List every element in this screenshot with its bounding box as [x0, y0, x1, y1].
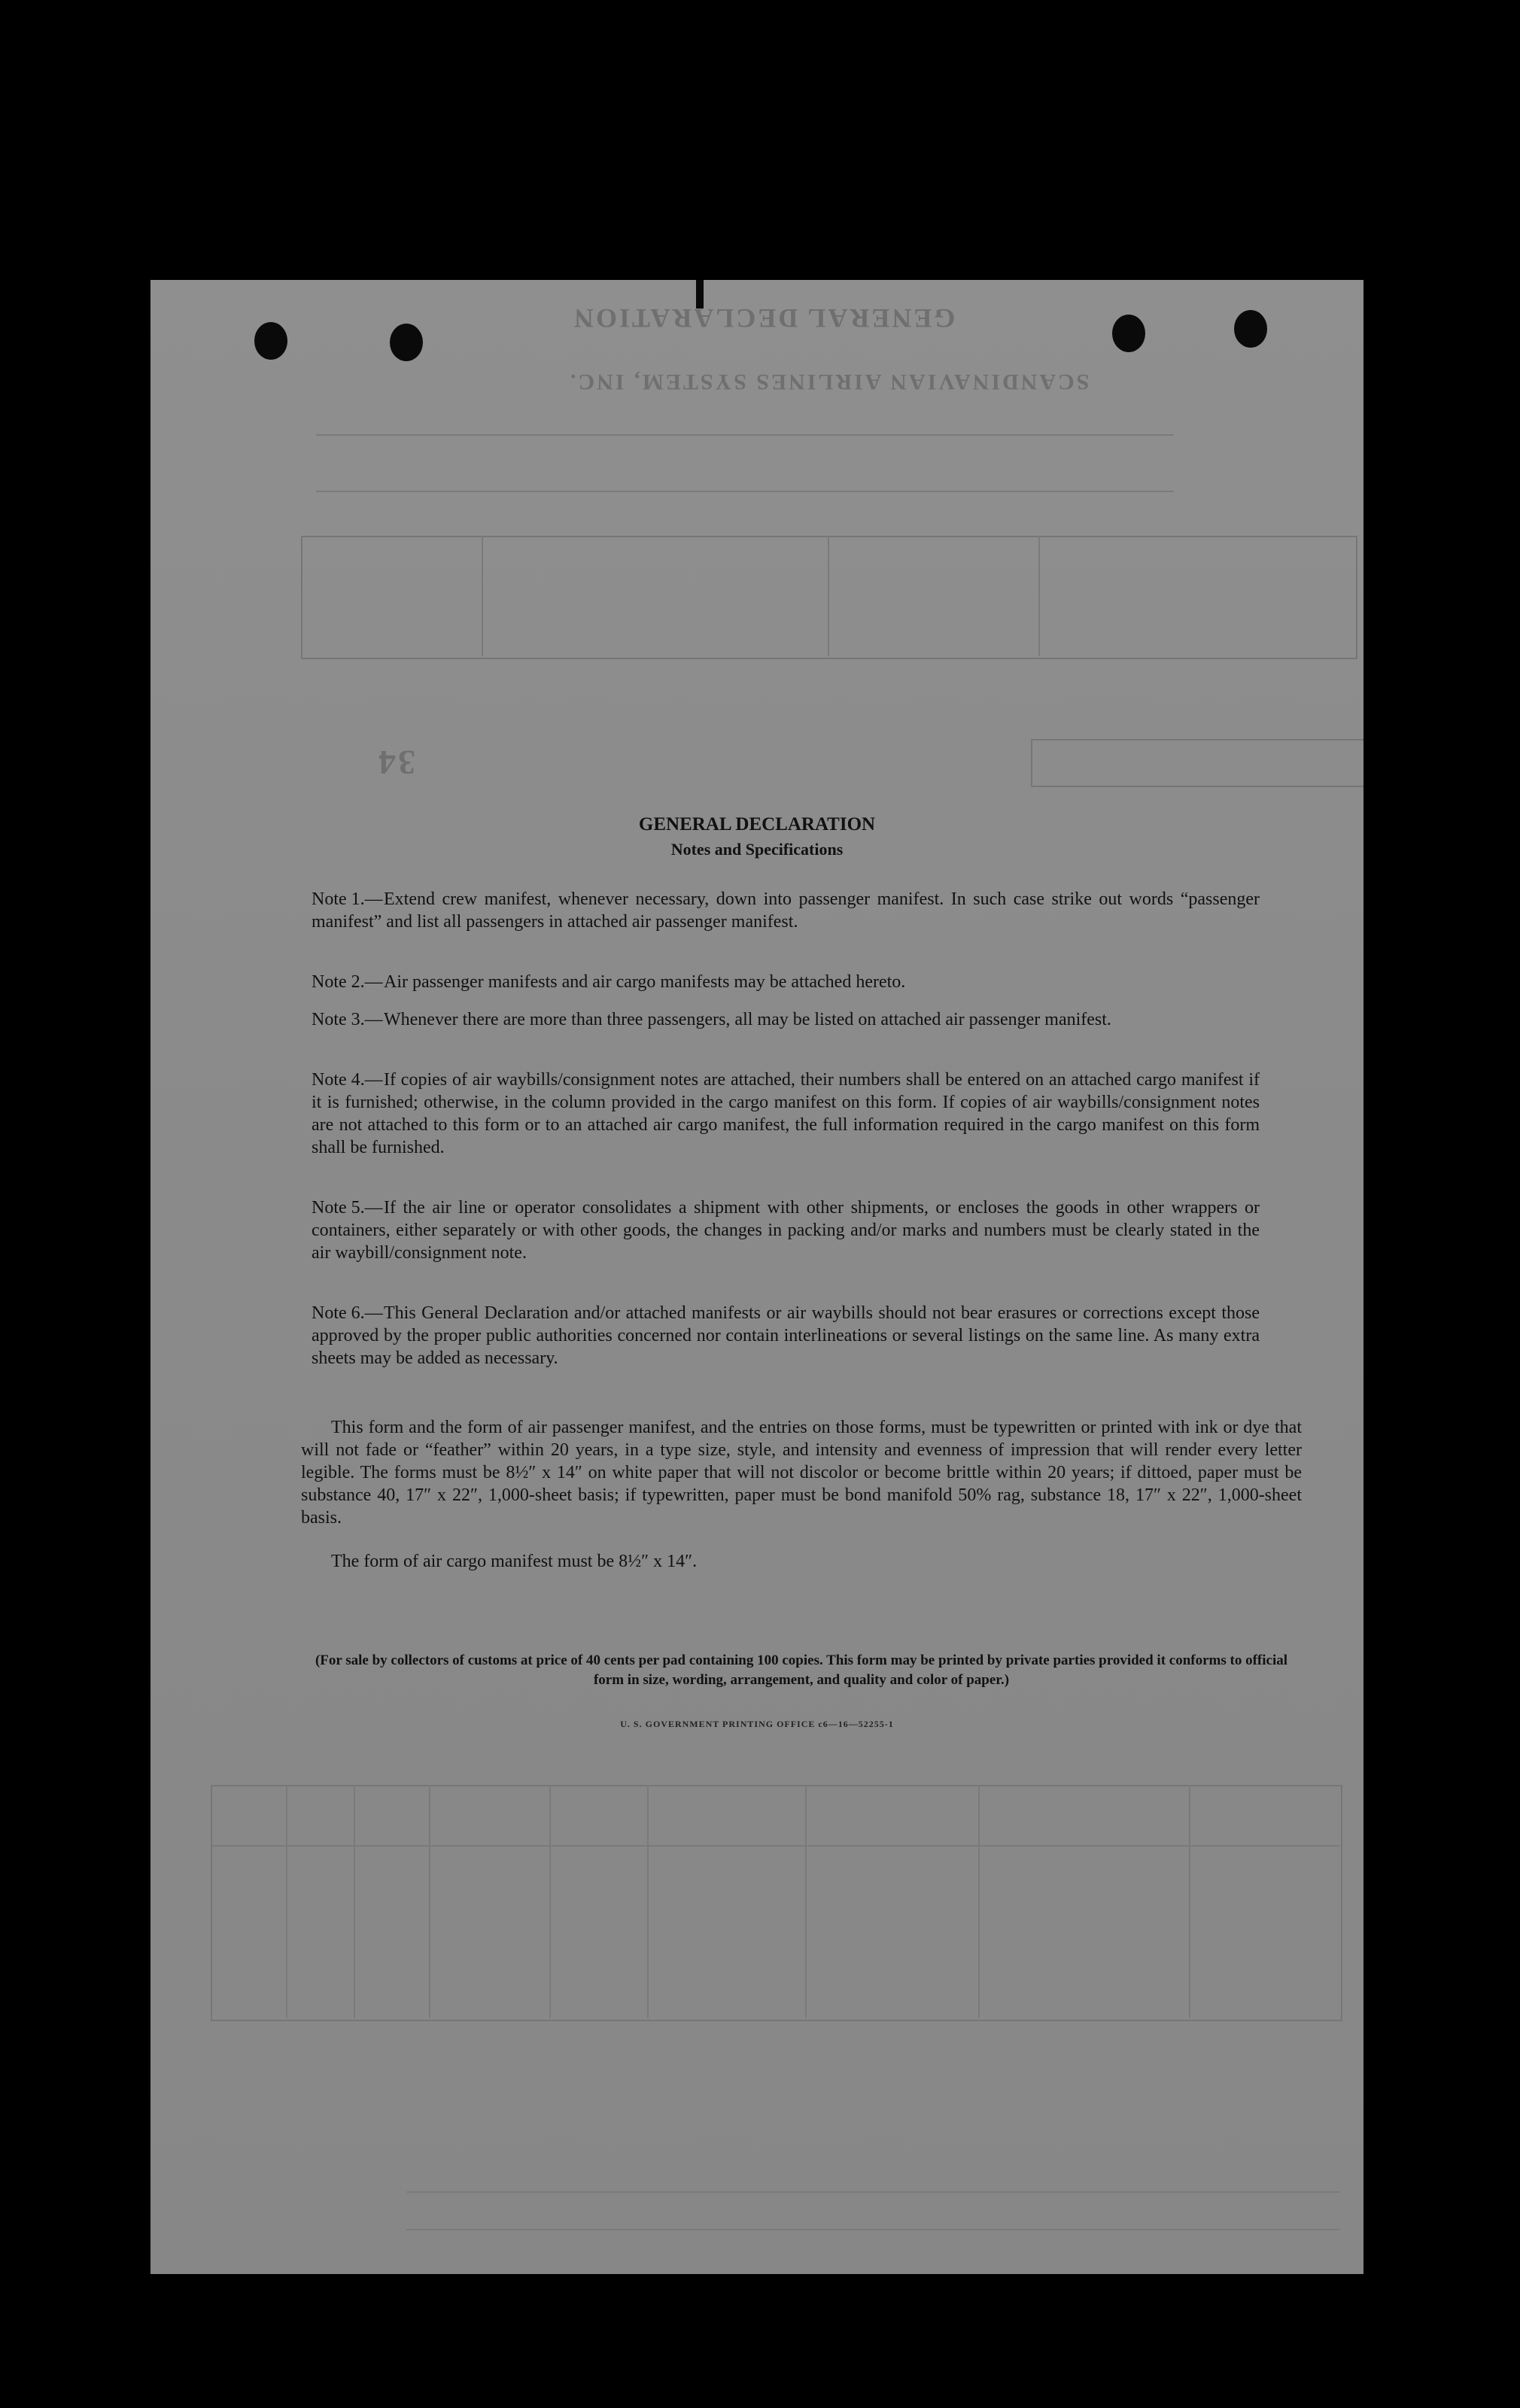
note-6-text: This General Declaration and/or attached manifests or air waybills should not bear erasures or corrections except those approved by the proper public authorities concerned nor contain interlineations or several listings on the same line. As many extra sheets may be added as necessary. [312, 1303, 1260, 1368]
specification-paragraph: This form and the form of air passenger manifest, and the entries on those forms, must be typewritten or printed with ink or dye that will not fade or “feather” within 20 years, in a type size, style, and intensity and evenness of impression that will render every letter legible. The forms must be 8½″ x 14″ on white paper that will not discolor or become brittle within 20 years; if dittoed, paper must be substance 40, 17″ x 22″, 1,000-sheet basis; if typewritten, paper must be bond manifold 50% rag, substance 18, 17″ x 22″, 1,000-sheet basis. [301, 1418, 1302, 1528]
note-5 [312, 1196, 1260, 1264]
showthrough-cargo-header-rule [211, 1845, 1339, 1847]
punch-hole-left-1 [254, 322, 287, 360]
showthrough-declaration-rule [406, 2191, 1339, 2193]
note-5-label: Note 5.— [312, 1198, 383, 1218]
note-3-text: Whenever there are more than three passengers, all may be listed on attached air passenger manifest. [384, 1010, 1111, 1029]
note-label-text: Note 3. [312, 1010, 365, 1029]
note-label-text: Note 2. [312, 972, 365, 992]
note-1-label: Note 1.— [312, 889, 383, 909]
document-subtitle: Notes and Specifications [670, 840, 844, 859]
showthrough-rule [316, 434, 1174, 436]
note-2-text: Air passenger manifests and air cargo manifests may be attached hereto. [384, 972, 906, 992]
cargo-form-size-note: The form of air cargo manifest must be 8½″ x 14″. [331, 1552, 698, 1571]
showthrough-cargo-column [647, 1785, 649, 2018]
showthrough-number-stamp: 34 [376, 743, 415, 782]
note-label-text: Note 1. [312, 889, 365, 909]
showthrough-cargo-column [286, 1785, 287, 2018]
showthrough-header-title: GENERAL DECLARATION [572, 303, 956, 333]
showthrough-rule [316, 491, 1174, 492]
document-page [150, 280, 1363, 2274]
note-6 [312, 1302, 1260, 1370]
note-label-text: Note 6. [312, 1303, 365, 1323]
note-1 [312, 888, 1260, 933]
showthrough-cargo-column [549, 1785, 551, 2018]
showthrough-divider [1038, 536, 1040, 656]
printer-imprint: U. S. GOVERNMENT PRINTING OFFICE c6—16—52255-1 [620, 1719, 894, 1729]
note-6-label: Note 6.— [312, 1303, 383, 1323]
showthrough-divider [828, 536, 829, 656]
showthrough-divider [482, 536, 483, 656]
punch-hole-right-2 [1234, 310, 1267, 348]
showthrough-cargo-column [978, 1785, 980, 2018]
showthrough-airline-name: SCANDINAVIAN AIRLINES SYSTEM, INC. [568, 369, 1090, 394]
note-3-label: Note 3.— [312, 1010, 383, 1029]
showthrough-cargo-column [429, 1785, 430, 2018]
showthrough-cargo-column [805, 1785, 807, 2018]
note-2-label: Note 2.— [312, 972, 383, 992]
showthrough-declaration-rule [406, 2229, 1339, 2230]
note-2 [312, 971, 1260, 993]
punch-hole-left-2 [390, 324, 423, 361]
note-3 [312, 1008, 1260, 1031]
note-4 [312, 1069, 1260, 1159]
note-1-text: Extend crew manifest, whenever necessary, down into passenger manifest. In such case strike out words “passenger manifest” and list all passengers in attached air passenger manifest. [312, 889, 1260, 932]
showthrough-itinerary-box [301, 536, 1357, 659]
showthrough-manifest-box [1031, 739, 1363, 787]
note-label-text: Note 4. [312, 1070, 365, 1090]
note-4-label: Note 4.— [312, 1070, 383, 1090]
note-label-text: Note 5. [312, 1198, 365, 1218]
sale-notice: (For sale by collectors of customs at price of 40 cents per pad containing 100 copies. This form may be printed by private parties provided it conforms to official form in size, wording, arrangement, and quality and color of paper.) [315, 1652, 1288, 1688]
punch-hole-right-1 [1112, 315, 1145, 352]
showthrough-cargo-column [354, 1785, 355, 2018]
showthrough-cargo-manifest-box [211, 1785, 1342, 2021]
document-title: GENERAL DECLARATION [638, 814, 876, 835]
note-4-text: If copies of air waybills/consignment notes are attached, their numbers shall be entered on an attached cargo manifest if it is furnished; otherwise, in the column provided in the cargo manifest on this form. If copies of air waybills/consignment notes are not attached to this form or to an attached air cargo manifest, the full information required in the cargo manifest on this form shall be furnished. [312, 1070, 1260, 1157]
showthrough-cargo-column [1189, 1785, 1190, 2018]
note-5-text: If the air line or operator consolidates a shipment with other shipments, or encloses the goods in other wrappers or containers, either separately or with other goods, the changes in packing and/or marks and numbers must be clearly stated in the air waybill/consignment note. [312, 1198, 1260, 1263]
